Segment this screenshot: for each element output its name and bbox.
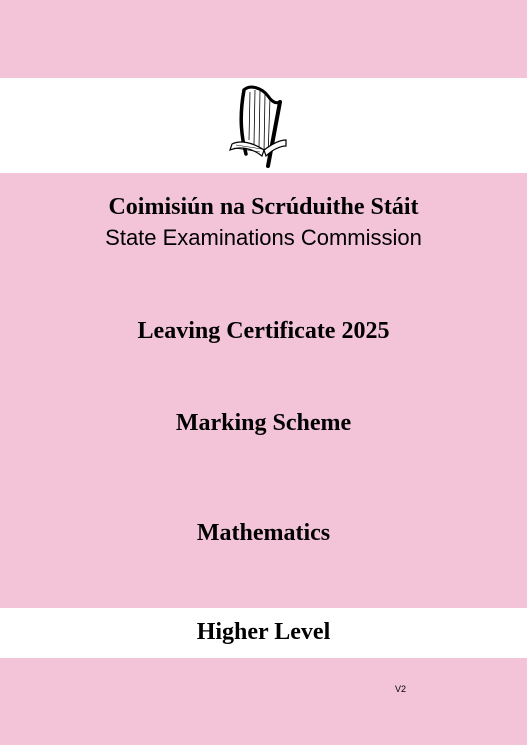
level-title: Higher Level bbox=[196, 619, 331, 645]
irish-title: Coimisiún na Scrúduithe Stáit bbox=[108, 194, 419, 220]
version-label: V2 bbox=[395, 684, 407, 694]
marking-scheme-title: Marking Scheme bbox=[175, 410, 352, 436]
certificate-title: Leaving Certificate 2025 bbox=[137, 318, 390, 344]
subject-title: Mathematics bbox=[196, 520, 331, 546]
english-title: State Examinations Commission bbox=[105, 225, 422, 250]
harp-icon bbox=[224, 82, 290, 168]
